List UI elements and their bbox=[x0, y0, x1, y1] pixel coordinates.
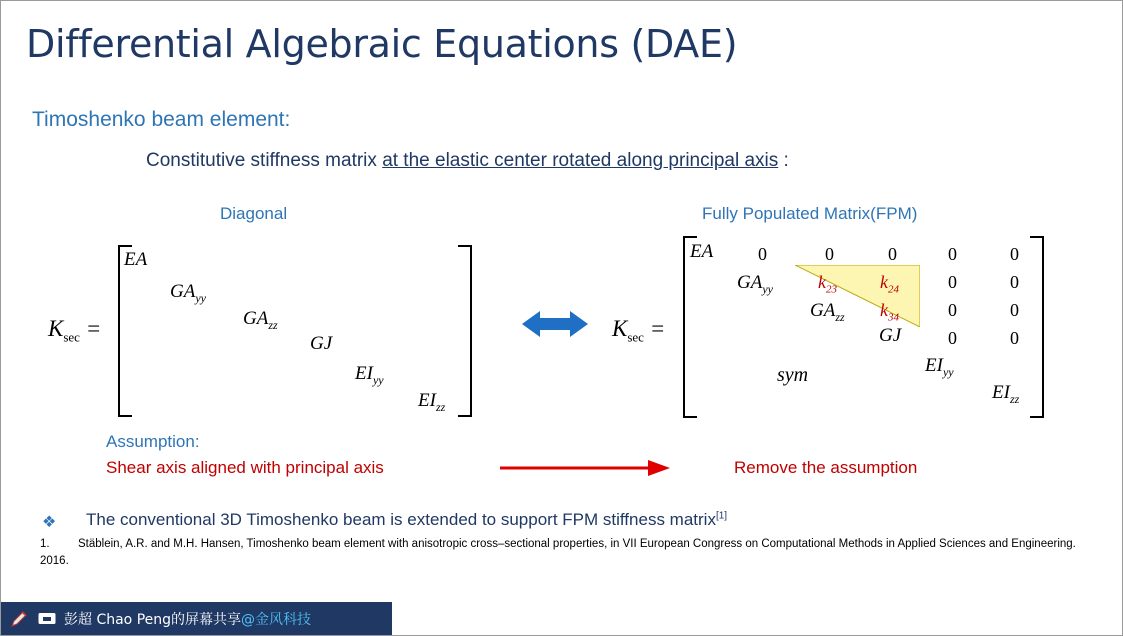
matrix-left-entry-0: EA bbox=[124, 249, 148, 270]
zero-entry: 0 bbox=[758, 244, 767, 264]
zero-entry: 0 bbox=[825, 244, 834, 264]
bracket-left-close bbox=[458, 245, 472, 417]
share-owner-text: 彭超 Chao Peng的屏幕共享 bbox=[64, 612, 242, 628]
zero-entry: 0 bbox=[948, 272, 957, 292]
coupling-term-k23: $k_{23}$ bbox=[818, 272, 837, 296]
constitutive-suffix: : bbox=[778, 150, 789, 171]
bullet-superscript: [1] bbox=[715, 510, 728, 522]
reference-entry bbox=[40, 536, 1084, 571]
zero-entry: 0 bbox=[1010, 328, 1019, 348]
zero-entry: 0 bbox=[1010, 272, 1019, 292]
bracket-right-close bbox=[1030, 236, 1044, 418]
bullet-text-main: The conventional 3D Timoshenko beam is extended to support FPM stiffness matrix bbox=[86, 510, 716, 529]
matrix-right-entry-5: $EI_{zz}$ bbox=[992, 382, 1020, 406]
reference-number: 1. bbox=[40, 538, 50, 550]
zero-entry: 0 bbox=[948, 244, 957, 264]
caption-fpm: Fully Populated Matrix(FPM) bbox=[702, 204, 918, 223]
zero-entry: 0 bbox=[888, 244, 897, 264]
section-subtitle: Timoshenko beam element: bbox=[32, 108, 291, 131]
zero-entry: 0 bbox=[948, 328, 957, 348]
diamond-bullet-icon: ❖ bbox=[42, 514, 57, 531]
coupling-term-k24: $k_{24}$ bbox=[880, 272, 899, 296]
matrix-right-entry-0: EA bbox=[690, 241, 714, 262]
assumption-text: Shear axis aligned with principal axis bbox=[106, 458, 384, 477]
share-handle-text: @金风科技 bbox=[241, 612, 312, 628]
red-arrow-icon bbox=[500, 458, 670, 478]
share-status-text bbox=[64, 609, 311, 629]
screen-share-bar[interactable] bbox=[0, 602, 392, 636]
sym-label: sym bbox=[777, 364, 809, 386]
ksec-label-right: $K_{sec}$ = bbox=[612, 316, 666, 345]
constitutive-line bbox=[146, 150, 789, 172]
assumption-label: Assumption: bbox=[106, 432, 200, 451]
bullet-text bbox=[86, 510, 727, 530]
pen-icon[interactable] bbox=[8, 608, 30, 630]
ksec-label-left: $K_{sec}$ = bbox=[48, 316, 102, 345]
matrix-right-entry-2: $GA_{zz}$ bbox=[810, 300, 845, 324]
matrix-left-entry-1: $GA_{yy}$ bbox=[170, 281, 206, 305]
zero-entry: 0 bbox=[1010, 300, 1019, 320]
remove-assumption-text: Remove the assumption bbox=[734, 458, 918, 477]
screen-share-icon[interactable] bbox=[36, 608, 58, 630]
zero-entry: 0 bbox=[1010, 244, 1019, 264]
matrix-right-entry-3: GJ bbox=[879, 325, 902, 346]
constitutive-underlined: at the elastic center rotated along principal axis bbox=[382, 150, 779, 171]
reference-text: Stäblein, A.R. and M.H. Hansen, Timoshenko beam element with anisotropic cross–sectional properties, in VII European Congress on Computational Methods in Applied Sciences and Engineering. 2016. bbox=[40, 538, 1076, 568]
matrix-right-entry-4: $EI_{yy}$ bbox=[925, 355, 954, 379]
double-arrow-icon bbox=[522, 307, 588, 341]
matrix-left-entry-5: $EI_{zz}$ bbox=[418, 390, 446, 414]
matrix-right-entry-1: $GA_{yy}$ bbox=[737, 272, 773, 296]
zero-entry: 0 bbox=[948, 300, 957, 320]
coupling-term-k34: $k_{34}$ bbox=[880, 300, 899, 324]
page-title: Differential Algebraic Equations (DAE) bbox=[26, 22, 738, 66]
matrix-left-entry-2: $GA_{zz}$ bbox=[243, 308, 278, 332]
matrix-left-entry-3: GJ bbox=[310, 333, 333, 354]
caption-diagonal: Diagonal bbox=[220, 204, 288, 223]
matrix-left-entry-4: $EI_{yy}$ bbox=[355, 363, 384, 387]
constitutive-prefix: Constitutive stiffness matrix bbox=[146, 150, 383, 171]
